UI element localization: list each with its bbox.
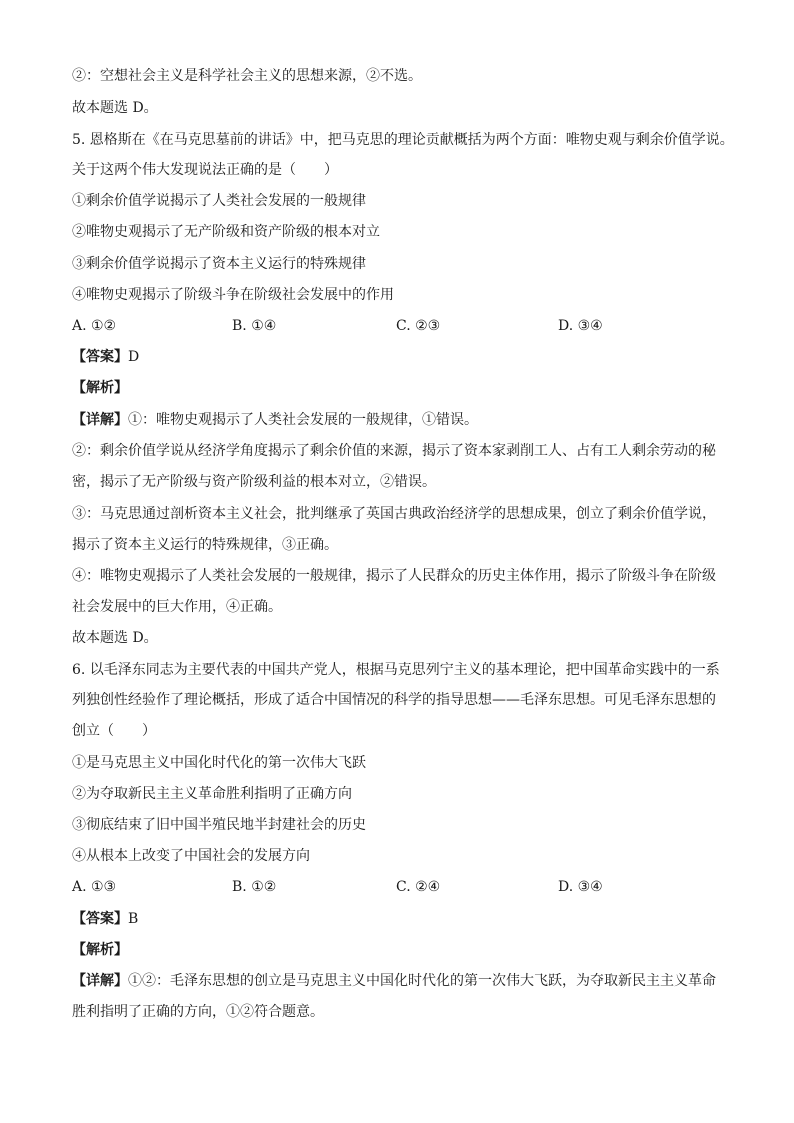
q5-conclusion: 故本题选 D。 xyxy=(72,630,158,646)
q5-detail-line-5: 揭示了资本主义运行的特殊规律，③正确。 xyxy=(72,537,338,553)
q5-detail-tag: 【详解】 xyxy=(72,412,128,428)
q5-detail-line-1 xyxy=(72,410,478,430)
q5-answer-tag: 【答案】 xyxy=(72,349,128,365)
q5-option-b: B. ①④ xyxy=(232,318,277,334)
q5-answer xyxy=(72,347,139,367)
prev-conclusion: 故本题选 D。 xyxy=(72,100,158,116)
q5-detail-text-1: ①：唯物史观揭示了人类社会发展的一般规律，①错误。 xyxy=(128,412,478,428)
q6-item-1: ①是马克思主义中国化时代化的第一次伟大飞跃 xyxy=(72,755,366,771)
q6-option-c: C. ②④ xyxy=(396,879,441,895)
q5-option-a: A. ①② xyxy=(72,318,117,334)
q6-option-b: B. ①② xyxy=(232,879,277,895)
q6-detail-line-1 xyxy=(72,971,716,991)
q5-item-2: ②唯物史观揭示了无产阶级和资产阶级的根本对立 xyxy=(72,224,380,240)
prev-line-1: ②：空想社会主义是科学社会主义的思想来源，②不选。 xyxy=(72,68,422,84)
q6-answer xyxy=(72,909,138,929)
q6-answer-tag: 【答案】 xyxy=(72,911,128,927)
q6-stem-line-3: 创立（ ） xyxy=(72,723,156,739)
q6-item-2: ②为夺取新民主主义革命胜利指明了正确方向 xyxy=(72,786,352,802)
q5-stem-line-1: 5. 恩格斯在《在马克思墓前的讲话》中，把马克思的理论贡献概括为两个方面：唯物史观与剩余价值学说。 xyxy=(72,132,734,148)
q6-option-a: A. ①③ xyxy=(72,879,117,895)
q5-item-4: ④唯物史观揭示了阶级斗争在阶级社会发展中的作用 xyxy=(72,287,394,303)
q6-item-3: ③彻底结束了旧中国半殖民地半封建社会的历史 xyxy=(72,817,366,833)
q6-item-4: ④从根本上改变了中国社会的发展方向 xyxy=(72,848,310,864)
q5-stem-line-2: 关于这两个伟大发现说法正确的是（ ） xyxy=(72,162,338,178)
q5-detail-line-4: ③：马克思通过剖析资本主义社会，批判继承了英国古典政治经济学的思想成果，创立了剩余价值学说， xyxy=(72,506,716,522)
q6-stem-line-1: 6. 以毛泽东同志为主要代表的中国共产党人，根据马克思列宁主义的基本理论，把中国革命实践中的一系 xyxy=(72,662,720,678)
q6-option-d: D. ③④ xyxy=(558,879,603,895)
q6-detail-tag: 【详解】 xyxy=(72,973,128,989)
q6-detail-line-2: 胜利指明了正确的方向，①②符合题意。 xyxy=(72,1004,324,1020)
q5-option-d: D. ③④ xyxy=(558,318,603,334)
q5-option-c: C. ②③ xyxy=(396,318,441,334)
q5-detail-line-7: 社会发展中的巨大作用，④正确。 xyxy=(72,599,282,615)
q5-item-3: ③剩余价值学说揭示了资本主义运行的特殊规律 xyxy=(72,256,366,272)
q6-stem-line-2: 列独创性经验作了理论概括，形成了适合中国情况的科学的指导思想——毛泽东思想。可见毛泽东思想的 xyxy=(72,692,716,708)
q5-answer-value: D xyxy=(128,349,140,365)
q5-detail-line-6: ④：唯物史观揭示了人类社会发展的一般规律，揭示了人民群众的历史主体作用，揭示了阶级斗争在阶级 xyxy=(72,568,716,584)
q5-detail-line-2: ②：剩余价值学说从经济学角度揭示了剩余价值的来源，揭示了资本家剥削工人、占有工人剩余劳动的秘 xyxy=(72,443,716,459)
q6-detail-text-1: ①②：毛泽东思想的创立是马克思主义中国化时代化的第一次伟大飞跃，为夺取新民主主义革命 xyxy=(128,973,716,989)
q5-analysis-tag: 【解析】 xyxy=(72,380,128,396)
q6-answer-value: B xyxy=(128,911,139,927)
q5-item-1: ①剩余价值学说揭示了人类社会发展的一般规律 xyxy=(72,193,366,209)
q5-detail-line-3: 密，揭示了无产阶级与资产阶级利益的根本对立，②错误。 xyxy=(72,474,436,490)
q6-analysis-tag: 【解析】 xyxy=(72,942,128,958)
